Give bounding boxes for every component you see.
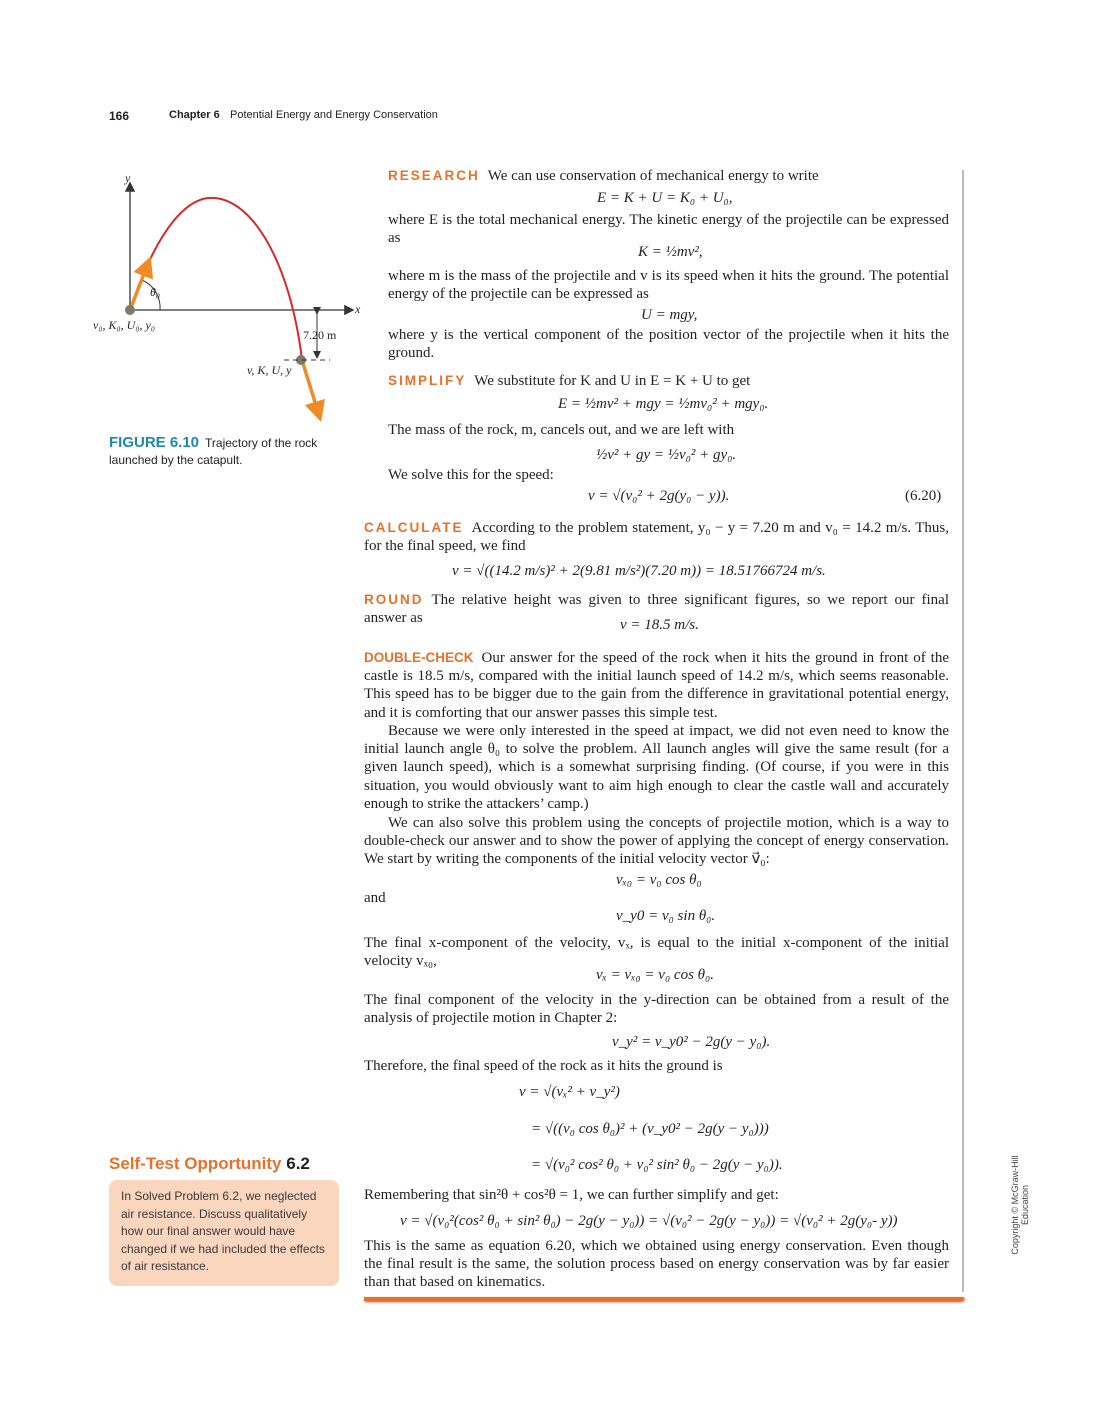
paragraph: where m is the mass of the projectile and v is its speed when it hits the ground. The potential energy of the projectile can be expressed as <box>388 268 949 303</box>
paragraph: The final x-component of the velocity, vₓ, is equal to the initial x-component of the initial velocity vₓ₀, <box>364 935 949 970</box>
paragraph: Because we were only interested in the speed at impact, we did not even need to know the initial launch angle θ₀ to solve the problem. All launch angles will give the same result (for a given launch speed), which is a somewhat surprising finding. (Of course, if you were in this situation, you would obviously want to aim high enough to clear the castle wall and accurately enough to strike the attackers’ camp.) <box>364 723 949 812</box>
double-check-paragraph <box>364 649 949 722</box>
solution-frame-right <box>962 170 964 1292</box>
self-test-heading <box>109 1154 310 1174</box>
equation: E = K + U = K₀ + U₀, <box>597 190 733 206</box>
angle-label: θ₀ <box>150 285 161 299</box>
equation: E = ½mv² + mgy = ½mv₀² + mgy₀. <box>558 396 769 412</box>
double-check-label: DOUBLE-CHECK <box>364 650 474 665</box>
paragraph: The mass of the rock, m, cancels out, and we are left with <box>388 422 735 438</box>
chapter-title: Potential Energy and Energy Conservation <box>230 109 438 121</box>
self-test-box: In Solved Problem 6.2, we neglected air resistance. Discuss qualitatively how our final answer would have changed if we had included the effects of air resistance. <box>109 1180 339 1286</box>
self-test-title: Self-Test Opportunity <box>109 1154 282 1173</box>
equation-number: (6.20) <box>905 488 942 504</box>
final-state-label: v, K, U, y <box>247 363 292 377</box>
paragraph: Remembering that sin²θ + cos²θ = 1, we can further simplify and get: <box>364 1187 779 1203</box>
equation: K = ½mv², <box>638 244 703 260</box>
y-axis-label: y <box>125 171 131 185</box>
equation: v = √(v₀²(cos² θ₀ + sin² θ₀) − 2g(y − y₀)) = √(v₀² − 2g(y − y₀)) = √(v₀² + 2g(y₀- y)) <box>400 1213 898 1229</box>
equation: v = √((14.2 m/s)² + 2(9.81 m/s²)(7.20 m)) = 18.51766724 m/s. <box>452 563 826 579</box>
figure-caption <box>109 434 339 469</box>
paragraph: We can also solve this problem using the concepts of projectile motion, which is a way to double-check our answer and to show the power of applying the concept of energy conservation. We start by writing the components of the initial velocity vector v⃗₀: <box>364 815 949 868</box>
solution-frame-bottom <box>364 1297 964 1301</box>
paragraph: where E is the total mechanical energy. The kinetic energy of the projectile can be expressed as <box>388 212 949 247</box>
initial-state-label: v₀, K₀, U₀, y₀ <box>93 318 156 332</box>
simplify-label: SIMPLIFY <box>388 373 467 388</box>
x-axis-label: x <box>355 302 361 316</box>
round-label: ROUND <box>364 592 424 607</box>
trajectory-figure <box>90 160 370 430</box>
equation: v = 18.5 m/s. <box>620 617 699 633</box>
calculate-label: CALCULATE <box>364 520 464 535</box>
equation: vₓ₀ = v₀ cos θ₀ <box>616 872 702 888</box>
research-paragraph <box>388 167 949 185</box>
trajectory-curve <box>130 198 302 360</box>
equation: v_y0 = v₀ sin θ₀. <box>616 908 716 924</box>
calculate-text: According to the problem statement, y₀ − y = 7.20 m and v₀ = 14.2 m/s. Thus, for the final speed, we find <box>364 520 949 555</box>
equation: v = √(vₓ² + v_y²) <box>519 1084 620 1100</box>
paragraph: Therefore, the final speed of the rock as it hits the ground is <box>364 1058 723 1074</box>
initial-rock <box>125 305 135 315</box>
chapter-label: Chapter 6 <box>169 109 220 121</box>
paragraph: The final component of the velocity in the y-direction can be obtained from a result of the analysis of projectile motion in Chapter 2: <box>364 992 949 1027</box>
copyright-notice: Copyright © McGraw-Hill Education <box>1010 1155 1030 1255</box>
research-label: RESEARCH <box>388 168 480 183</box>
initial-velocity-arrow <box>130 266 147 310</box>
equation: ½v² + gy = ½v₀² + gy₀. <box>596 447 737 463</box>
paragraph: We solve this for the speed: <box>388 467 554 483</box>
equation-6-20: v = √(v₀² + 2g(y₀ − y)). <box>588 488 730 504</box>
equation: = √((v₀ cos θ₀)² + (v_y0² − 2g(y − y₀))) <box>531 1121 769 1137</box>
double-check-text: Our answer for the speed of the rock when it hits the ground in front of the castle is 18.5 m/s, compared with the initial launch speed of 14.2 m/s, which seems reasonable. This speed has to be bigger due to the gain from the difference in gravitational potential energy, and it is comforting that our answer passes this simple test. <box>364 650 949 721</box>
equation: vₓ = vₓ₀ = v₀ cos θ₀. <box>596 967 715 983</box>
final-velocity-arrow <box>302 360 318 412</box>
simplify-text: We substitute for K and U in E = K + U to get <box>474 373 751 389</box>
calculate-paragraph <box>364 519 949 555</box>
equation: = √(v₀² cos² θ₀ + v₀² sin² θ₀ − 2g(y − y₀)). <box>531 1157 783 1173</box>
paragraph: This is the same as equation 6.20, which we obtained using energy conservation. Even though the final result is the same, the solution process based on energy conservation was by far easier than that based on kinematics. <box>364 1238 949 1291</box>
self-test-number: 6.2 <box>286 1154 310 1173</box>
figure-caption-text: Trajectory of the rock launched by the catapult. <box>109 436 318 467</box>
equation: v_y² = v_y0² − 2g(y − y₀). <box>612 1034 771 1050</box>
height-label: 7.20 m <box>303 328 337 342</box>
round-text: The relative height was given to three significant figures, so we report our final answer as <box>364 592 949 627</box>
paragraph: where y is the vertical component of the position vector of the projectile when it hits the ground. <box>388 327 949 362</box>
equation: U = mgy, <box>641 307 698 323</box>
research-text: We can use conservation of mechanical energy to write <box>487 168 819 184</box>
page-number: 166 <box>109 109 130 123</box>
simplify-paragraph <box>388 372 949 390</box>
paragraph: and <box>364 890 386 906</box>
figure-number: FIGURE 6.10 <box>109 434 200 451</box>
